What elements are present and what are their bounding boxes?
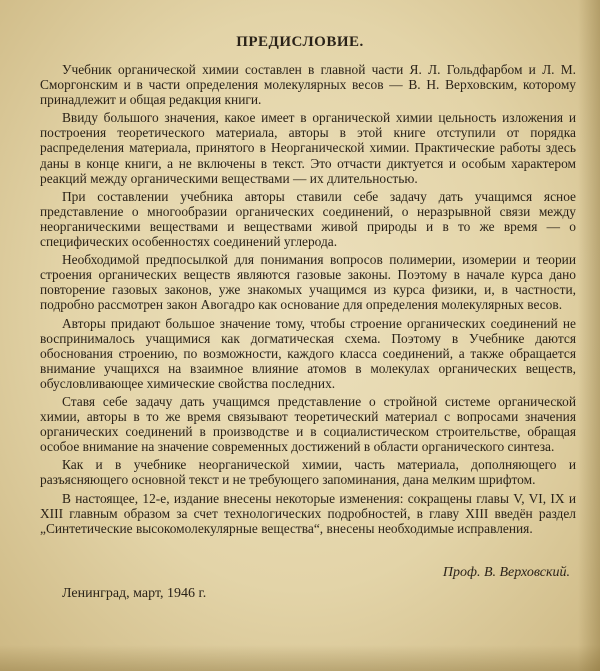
paragraph: Учебник органической химии составлен в главной части Я. Л. Гольдфарбом и Л. М. Сморгонским и в части определения молекулярных весов — В. Н. Верховским, которому принадлежит и общая редакция книги. (40, 62, 576, 108)
page-edge-shadow-bottom (0, 645, 600, 671)
paragraph: Необходимой предпосылкой для понимания вопросов полимерии, изомерии и теории строения органических веществ являются газовые законы. Поэтому в начале курса дано повторение газовых законов, уже знакомых учащимся из курса физики, и, в частности, подробно рассмотрен закон Авогадро как основание для определения молекулярных весов. (40, 252, 576, 313)
place-and-date: Ленинград, март, 1946 г. (62, 586, 207, 601)
paragraph: Ставя себе задачу дать учащимся представление о стройной системе органической химии, авторы в то же время связывают теоретический материал с вопросами значения органических соединений в производстве и в социалистическом строительстве, обращая особое внимание на значение современных достижений в области органического синтеза. (40, 393, 576, 455)
body-text (40, 62, 576, 539)
paragraph: Как и в учебнике неорганической химии, часть материала, дополняющего и разъясняющего основной текст и не требующего запоминания, дана мелким шрифтом. (40, 457, 576, 488)
paragraph: Авторы придают большое значение тому, чтобы строение органических соединений не воспринималось учащимися как догматическая схема. Поэтому в Учебнике даются обоснования строению, по возможности, каждого класса соединений, а также обращается внимание учащихся на взаимное влияние атомов в молекулах органических веществ, обусловливающее химические свойства последних. (40, 315, 576, 391)
page-edge-shadow-right (578, 0, 600, 671)
paragraph: При составлении учебника авторы ставили себе задачу дать учащимся ясное представление о многообразии органических соединений, о неразрывной связи между неорганическими веществами и веществами живой природы и в то же время — о специфических особенностях соединений углерода. (40, 188, 576, 250)
paragraph: В настоящее, 12-е, издание внесены некоторые изменения: сокращены главы V, VI, IX и XIII главным образом за счет технологических подробностей, в главу XIII введён раздел „Синтетические высокомолекулярные вещества“, внесены необходимые исправления. (40, 490, 576, 536)
paragraph: Ввиду большого значения, какое имеет в органической химии цельность изложения и построения теоретического материала, авторы в этой книге отступили от порядка распределения материала, принятого в Неорганической химии. Практические работы здесь даны в конце книги, а не включены в текст. Это отчасти диктуется и особым характером реакций между органическими веществами — их длительностью. (40, 110, 576, 186)
author-signature: Проф. В. Верховский. (442, 565, 570, 580)
page-heading: ПРЕДИСЛОВИЕ. (236, 34, 364, 50)
